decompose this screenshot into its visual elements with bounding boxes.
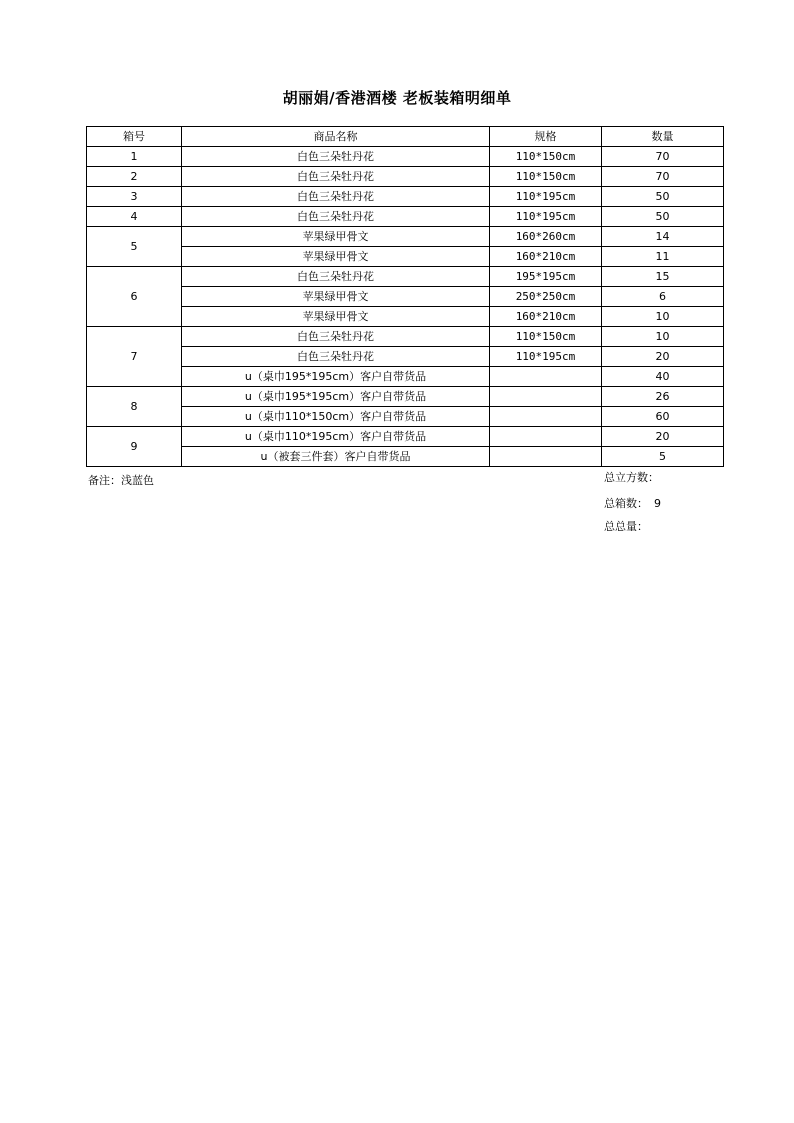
quantity-cell: 60 xyxy=(602,407,724,427)
header-box-no: 箱号 xyxy=(87,127,182,147)
header-product-name: 商品名称 xyxy=(182,127,490,147)
product-name-cell: u（桌巾195*195cm）客户自带货品 xyxy=(182,367,490,387)
product-name-cell: u（桌巾110*195cm）客户自带货品 xyxy=(182,427,490,447)
box-number-cell: 6 xyxy=(87,267,182,327)
spec-cell: 110*150cm xyxy=(490,327,602,347)
total-boxes-label: 总箱数： xyxy=(604,497,648,510)
total-weight-label: 总总量： xyxy=(604,520,648,533)
product-name-cell: 白色三朵牡丹花 xyxy=(182,267,490,287)
quantity-cell: 10 xyxy=(602,307,724,327)
quantity-cell: 20 xyxy=(602,427,724,447)
product-name-cell: 白色三朵牡丹花 xyxy=(182,327,490,347)
total-boxes-value: 9 xyxy=(654,497,661,510)
product-name-cell: 苹果绿甲骨文 xyxy=(182,307,490,327)
box-number-cell: 7 xyxy=(87,327,182,387)
document-title: 胡丽娟/香港酒楼 老板装箱明细单 xyxy=(282,89,512,107)
quantity-cell: 40 xyxy=(602,367,724,387)
table-row xyxy=(87,167,724,187)
quantity-cell: 70 xyxy=(602,167,724,187)
quantity-cell: 6 xyxy=(602,287,724,307)
quantity-cell: 5 xyxy=(602,447,724,467)
quantity-cell: 15 xyxy=(602,267,724,287)
spec-cell: 160*210cm xyxy=(490,247,602,267)
table-row xyxy=(87,247,724,267)
spec-cell: 110*150cm xyxy=(490,167,602,187)
table-row xyxy=(87,407,724,427)
total-boxes-line xyxy=(604,495,661,511)
total-volume-line xyxy=(604,469,665,485)
spec-cell: 110*150cm xyxy=(490,147,602,167)
product-name-cell: 苹果绿甲骨文 xyxy=(182,247,490,267)
quantity-cell: 26 xyxy=(602,387,724,407)
quantity-cell: 11 xyxy=(602,247,724,267)
table-row xyxy=(87,227,724,247)
table-row xyxy=(87,347,724,367)
product-name-cell: u（被套三件套）客户自带货品 xyxy=(182,447,490,467)
box-number-cell: 8 xyxy=(87,387,182,427)
total-weight-line xyxy=(604,518,654,534)
product-name-cell: 苹果绿甲骨文 xyxy=(182,287,490,307)
spec-cell: 250*250cm xyxy=(490,287,602,307)
spec-cell: 160*260cm xyxy=(490,227,602,247)
quantity-cell: 50 xyxy=(602,207,724,227)
spec-cell xyxy=(490,427,602,447)
spec-cell xyxy=(490,387,602,407)
product-name-cell: 白色三朵牡丹花 xyxy=(182,187,490,207)
quantity-cell: 70 xyxy=(602,147,724,167)
table-row xyxy=(87,427,724,447)
table-row xyxy=(87,367,724,387)
box-number-cell: 4 xyxy=(87,207,182,227)
product-name-cell: 苹果绿甲骨文 xyxy=(182,227,490,247)
product-name-cell: u（桌巾195*195cm）客户自带货品 xyxy=(182,387,490,407)
table-row xyxy=(87,327,724,347)
table-row xyxy=(87,447,724,467)
product-name-cell: u（桌巾110*150cm）客户自带货品 xyxy=(182,407,490,427)
box-number-cell: 1 xyxy=(87,147,182,167)
spec-cell: 195*195cm xyxy=(490,267,602,287)
table-row xyxy=(87,147,724,167)
remark-note: 备注：浅蓝色 xyxy=(88,474,154,487)
product-name-cell: 白色三朵牡丹花 xyxy=(182,347,490,367)
table-row xyxy=(87,387,724,407)
spec-cell: 110*195cm xyxy=(490,347,602,367)
header-spec: 规格 xyxy=(490,127,602,147)
spec-cell xyxy=(490,447,602,467)
quantity-cell: 14 xyxy=(602,227,724,247)
table-row xyxy=(87,287,724,307)
box-number-cell: 3 xyxy=(87,187,182,207)
table-row xyxy=(87,207,724,227)
total-volume-label: 总立方数： xyxy=(604,471,659,484)
spec-cell: 110*195cm xyxy=(490,207,602,227)
box-number-cell: 2 xyxy=(87,167,182,187)
quantity-cell: 10 xyxy=(602,327,724,347)
packing-list-table xyxy=(86,126,724,467)
product-name-cell: 白色三朵牡丹花 xyxy=(182,147,490,167)
quantity-cell: 50 xyxy=(602,187,724,207)
table-row xyxy=(87,187,724,207)
quantity-cell: 20 xyxy=(602,347,724,367)
spec-cell xyxy=(490,367,602,387)
box-number-cell: 5 xyxy=(87,227,182,267)
header-quantity: 数量 xyxy=(602,127,724,147)
product-name-cell: 白色三朵牡丹花 xyxy=(182,167,490,187)
spec-cell: 160*210cm xyxy=(490,307,602,327)
product-name-cell: 白色三朵牡丹花 xyxy=(182,207,490,227)
table-header-row xyxy=(87,127,724,147)
spec-cell xyxy=(490,407,602,427)
table-row xyxy=(87,307,724,327)
spec-cell: 110*195cm xyxy=(490,187,602,207)
box-number-cell: 9 xyxy=(87,427,182,467)
table-row xyxy=(87,267,724,287)
table-body xyxy=(87,147,724,467)
